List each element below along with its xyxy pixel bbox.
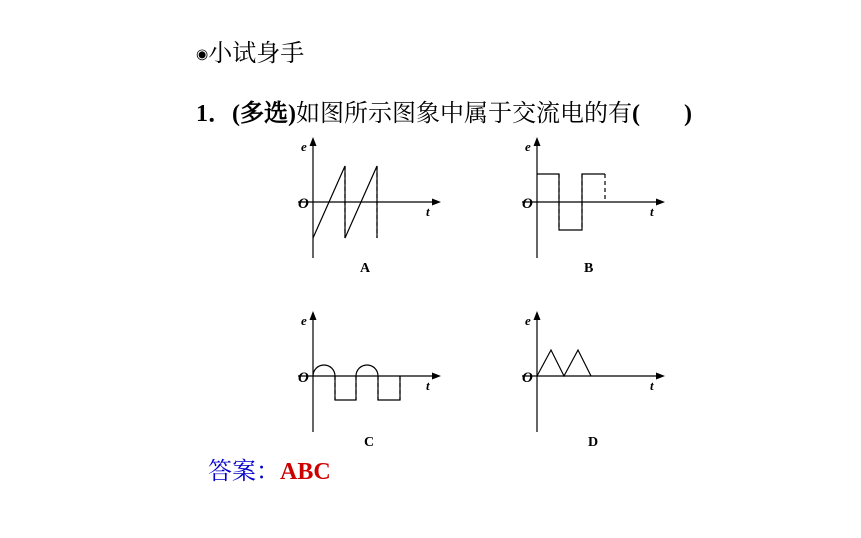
graph-d-waveform [537,350,591,376]
graph-c-origin: O [298,370,309,386]
question-number: 1． [196,101,232,127]
graph-c-arc-2 [356,365,378,376]
graph-a-origin: O [298,196,309,212]
graph-c-arc-1 [313,365,335,376]
graph-d-caption: D [588,435,599,450]
graph-d-x-label: t [650,378,654,393]
question-text: 如图所示图象中属于交流电的有 [295,99,632,127]
question-stem [196,98,692,129]
graph-c-x-label: t [426,378,430,393]
graph-b-origin: O [522,196,533,212]
graph-c-pulse-1 [335,376,356,400]
question-tag: (多选) [232,101,296,127]
answer-blank-open: ( [631,101,640,127]
graph-c [290,308,450,452]
graph-b-x-arrow-icon [656,199,665,206]
graph-c-y-arrow-icon [310,311,317,320]
graph-a [290,134,450,278]
graph-a-caption: A [360,261,371,276]
graph-c-y-label: e [301,313,307,328]
graph-b [514,134,674,278]
graph-c-pulse-2 [378,376,400,400]
answer-label: 答案： [208,457,280,485]
section-title: 小试身手 [208,39,305,67]
answer-value: ABC [280,459,331,485]
graph-c-caption: C [364,435,375,450]
graph-d-y-arrow-icon [534,311,541,320]
graph-d [514,308,674,452]
graph-a-y-label: e [301,139,307,154]
graph-c-x-arrow-icon [432,373,441,380]
bullet-icon: ◉ [196,46,209,63]
graph-b-caption: B [584,261,594,276]
graph-d-origin: O [522,370,533,386]
answer-line [208,456,331,487]
graph-b-x-label: t [650,204,654,219]
answer-blank-close: ) [683,101,692,127]
graph-a-x-label: t [426,204,430,219]
graph-a-y-arrow-icon [310,137,317,146]
graph-d-x-arrow-icon [656,373,665,380]
section-heading [196,38,304,70]
graph-a-x-arrow-icon [432,199,441,206]
graph-d-y-label: e [525,313,531,328]
graph-b-y-label: e [525,139,531,154]
graph-b-y-arrow-icon [534,137,541,146]
